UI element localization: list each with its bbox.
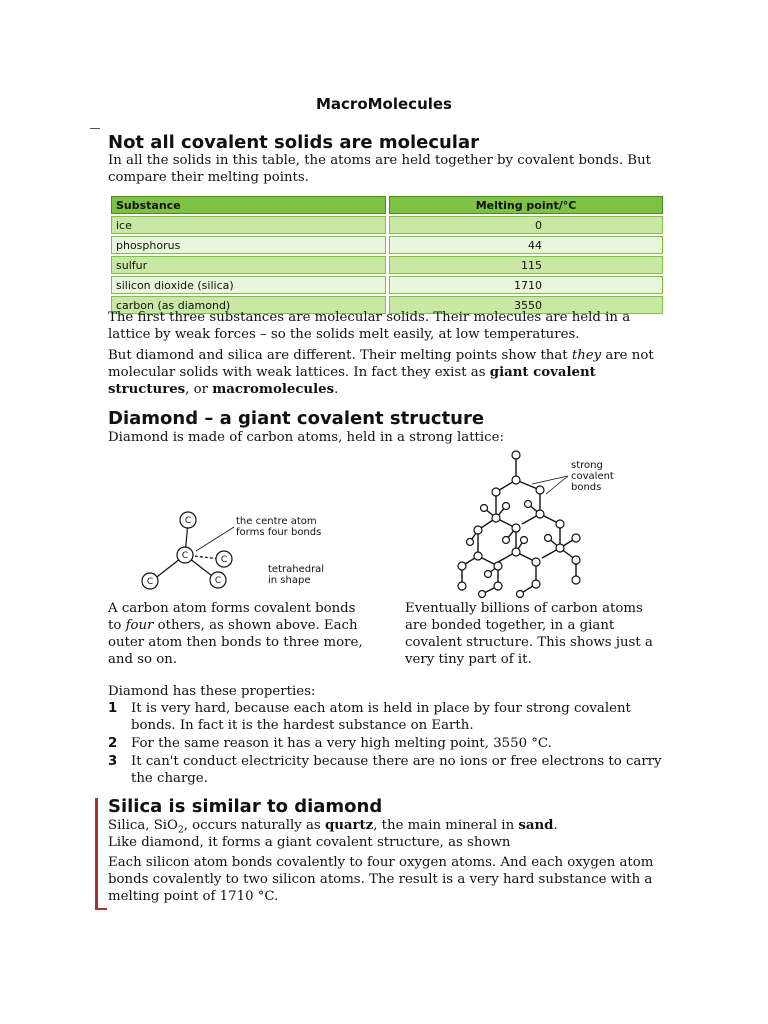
svg-text:C: C (146, 577, 154, 587)
lattice-atom (536, 486, 544, 494)
table-header-row (111, 196, 663, 214)
list-item (108, 735, 678, 752)
caption-text: A carbon atom forms covalent bonds to (108, 601, 356, 633)
table-cell-melting-point: 0 (389, 216, 663, 234)
lattice-atom (467, 539, 474, 546)
section-heading-molecular: Not all covalent solids are molecular (108, 132, 479, 153)
lattice-atom (492, 514, 500, 522)
lattice-atom (517, 591, 524, 598)
table-row (111, 236, 663, 254)
lattice-atom (556, 520, 564, 528)
svg-text:C: C (220, 555, 228, 565)
silica-text: . (553, 818, 558, 833)
lattice-atom (474, 526, 482, 534)
svg-text:C: C (184, 516, 192, 526)
list-item-text: It is very hard, because each atom is held in place by four strong covalent bonds. In fact it is the hardest substance on Earth. (131, 701, 631, 733)
carbon-atom-bottom (210, 572, 226, 588)
label-line: tetrahedral (268, 564, 325, 575)
lattice-atom (512, 476, 520, 484)
list-item-text: For the same reason it has a very high melting point, 3550 °C. (131, 736, 552, 751)
carbon-atom-centre (177, 547, 193, 563)
lattice-atom (512, 524, 520, 532)
silica-text: , occurs naturally as (183, 818, 325, 833)
label-line: bonds (571, 482, 602, 493)
formula-subscript: 2 (177, 825, 184, 836)
carbon-atom-left (142, 573, 158, 589)
caption-emphasis: four (125, 618, 154, 633)
label-line: forms four bonds (236, 527, 322, 538)
caption-text: others, as shown above. Each outer atom then bonds to three more, and so on. (108, 618, 363, 667)
list-item-text: It can't conduct electricity because there are no ions or free electrons to carry the charge. (131, 754, 662, 786)
lattice-atom (572, 534, 580, 542)
lattice-atom (512, 548, 520, 556)
svg-text:C: C (214, 576, 222, 586)
lattice-atom (536, 510, 544, 518)
label-line: in shape (268, 575, 311, 586)
table-cell-substance: silicon dioxide (silica) (111, 276, 386, 294)
table-cell-substance: sulfur (111, 256, 386, 274)
svg-text:C: C (181, 551, 189, 561)
list-item-number: 2 (108, 736, 118, 751)
margin-bar (95, 798, 98, 910)
list-item (108, 753, 678, 787)
column-header-substance: Substance (111, 196, 386, 214)
section2-intro: Diamond is made of carbon atoms, held in a strong lattice: (108, 430, 504, 445)
lattice-atom (485, 571, 492, 578)
lattice-atom (458, 582, 466, 590)
section1-para1: The first three substances are molecular solids. Their molecules are held in a lattice by weak forces – so the solids melt easily, at low temperatures. (108, 310, 631, 342)
lattice-atom (458, 562, 466, 570)
column-header-melting-point: Melting point/°C (389, 196, 663, 214)
para2-text: . (334, 382, 339, 397)
label-tetrahedral (268, 564, 324, 586)
table-cell-substance: phosphorus (111, 236, 386, 254)
lattice-atom (556, 544, 564, 552)
carbon-atom-right (216, 551, 232, 567)
properties-intro: Diamond has these properties: (108, 684, 316, 699)
para2-text: , or (185, 382, 213, 397)
lattice-atom (503, 537, 510, 544)
table-cell-melting-point: 44 (389, 236, 663, 254)
margin-tick (90, 128, 100, 129)
para2-text: are not molecular solids with weak lattices. In fact they exist as (108, 348, 654, 380)
section-heading-diamond: Diamond – a giant covalent structure (108, 408, 485, 429)
lattice-atom (479, 591, 486, 598)
para2-emphasis: they (571, 348, 602, 363)
lattice-atom (494, 582, 502, 590)
silica-text: Silica, SiO (108, 818, 178, 833)
melting-point-table (108, 194, 666, 316)
properties-list (108, 700, 678, 788)
table-cell-melting-point: 115 (389, 256, 663, 274)
list-item (108, 700, 678, 734)
lattice-atom (494, 562, 502, 570)
carbon-atom-top (180, 512, 196, 528)
para2-text: But diamond and silica are different. Their melting points show that (108, 348, 572, 363)
document-title: MacroMolecules (315, 95, 452, 113)
silica-line2: Like diamond, it forms a giant covalent structure, as shown (108, 835, 511, 850)
lattice-atom (532, 558, 540, 566)
term-macromolecules: macromolecules (212, 382, 335, 397)
table-cell-substance: ice (111, 216, 386, 234)
table-row (111, 256, 663, 274)
table-cell-melting-point: 1710 (389, 276, 663, 294)
label-line: covalent (571, 471, 614, 482)
term-sand: sand (518, 818, 554, 833)
section-heading-silica: Silica is similar to diamond (108, 796, 383, 817)
table-row (111, 216, 663, 234)
lattice-atom (572, 576, 580, 584)
term-quartz: quartz (324, 818, 374, 833)
section1-intro: In all the solids in this table, the atoms are held together by covalent bonds. But compare their melting points. (108, 153, 651, 185)
lattice-atom (545, 535, 552, 542)
table-cell-melting-point: 3550 (389, 296, 663, 314)
lattice-atom (521, 537, 528, 544)
margin-bar-foot (95, 908, 107, 910)
table-cell-substance: carbon (as diamond) (111, 296, 386, 314)
list-item-number: 3 (108, 754, 118, 769)
term-giant-covalent: giant covalent structures (108, 365, 596, 397)
label-centre-atom (236, 516, 321, 538)
lattice-atom (525, 501, 532, 508)
label-line: the centre atom (236, 516, 317, 527)
caption-tetrahedral (108, 600, 368, 668)
table-row (111, 276, 663, 294)
lattice-atom (503, 503, 510, 510)
lattice-atom (492, 488, 500, 496)
label-line: strong (571, 460, 603, 471)
silica-para: Each silicon atom bonds covalently to four oxygen atoms. And each oxygen atom bonds covalently to two silicon atoms. The result is a very hard substance with a melting point of 1710 °C. (108, 855, 654, 904)
label-strong-covalent-bonds (571, 460, 614, 493)
lattice-atom (532, 580, 540, 588)
lattice-atom (474, 552, 482, 560)
caption-lattice: Eventually billions of carbon atoms are bonded together, in a giant covalent structure. This shows just a very tiny part of it. (405, 601, 653, 667)
lattice-atom (481, 505, 488, 512)
silica-text: , the main mineral in (373, 818, 519, 833)
list-item-number: 1 (108, 701, 118, 716)
lattice-atom (512, 451, 520, 459)
section1-para2 (108, 347, 668, 398)
lattice-atom (572, 556, 580, 564)
